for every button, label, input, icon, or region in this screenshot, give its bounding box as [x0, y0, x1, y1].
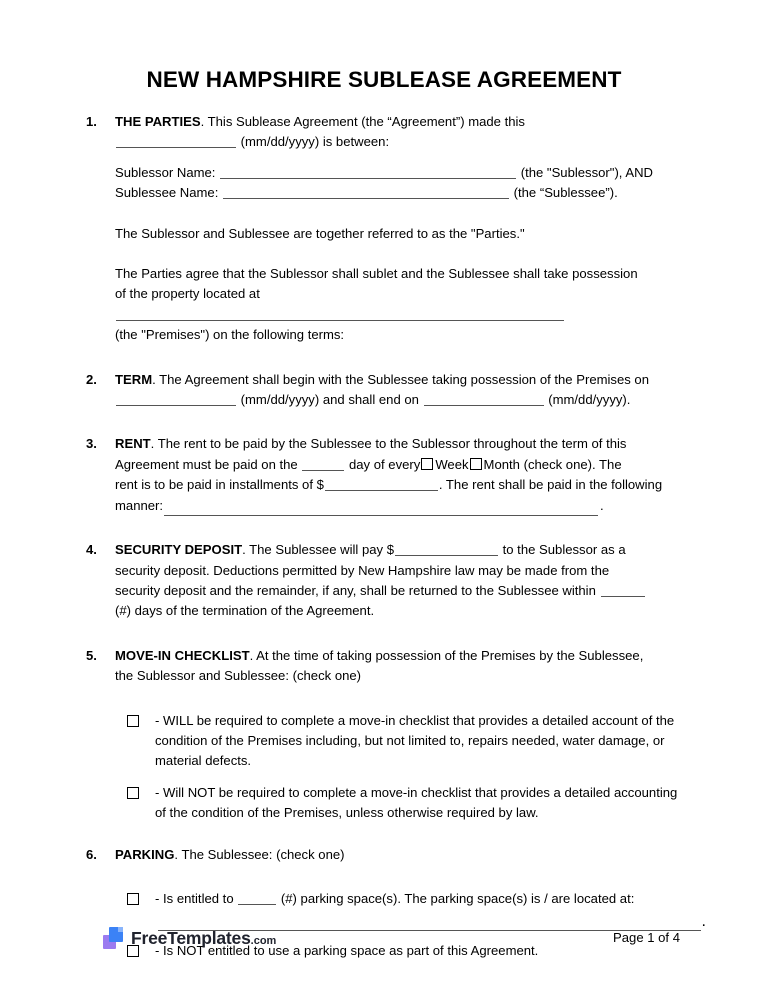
page-footer [0, 925, 768, 965]
clause-number: 4. [86, 542, 97, 558]
parking-entitled-label-b: (#) parking space(s). The parking space(s) is / are located at: [280, 890, 635, 906]
parties-intro [115, 112, 678, 132]
parking-spaces-count-blank[interactable] [238, 891, 276, 905]
term-end-hint: (mm/dd/yyyy). [548, 392, 631, 408]
rent-amount-blank[interactable] [325, 477, 438, 491]
freetemplates-logo-icon [103, 927, 124, 949]
parties-definition: The Sublessor and Sublessee are together referred to as the "Parties." [115, 225, 525, 241]
spacer [0, 530, 768, 540]
clause-heading: MOVE-IN CHECKLIST [115, 647, 250, 663]
sublessor-suffix: (the "Sublessor"), AND [520, 164, 653, 180]
spacer [0, 424, 768, 434]
page-number: Page 1 of 4 [613, 930, 680, 945]
term-line-1 [115, 370, 678, 390]
clause-security-deposit [0, 540, 768, 622]
clause-the-parties [0, 112, 768, 346]
rent-manner-blank[interactable] [164, 502, 598, 516]
spacer [115, 153, 678, 163]
checklist-option-will-not[interactable] [0, 783, 768, 824]
checkbox-rent-month[interactable] [470, 458, 482, 470]
parking-not-entitled-label: - Is NOT entitled to use a parking space as part of this Agreement. [155, 943, 539, 959]
deposit-line-3 [115, 581, 678, 601]
rent-day-label: Agreement must be paid on the [115, 456, 298, 472]
premises-address-label: of the property located at [115, 286, 260, 302]
clause-heading: TERM [115, 371, 153, 387]
checklist-option-will-label: - WILL be required to complete a move-in checklist that provides a detailed account of the condition of the Premises including, but not limited to, repairs needed, water damage, or material defects. [155, 712, 675, 769]
page-title: NEW HAMPSHIRE SUBLEASE AGREEMENT [146, 67, 622, 92]
spacer [115, 244, 678, 264]
rent-installment-suffix: . The rent shall be paid in the following [438, 477, 663, 493]
premises-address-blank[interactable] [116, 307, 564, 321]
parking-text: . The Sublessee: (check one) [174, 846, 345, 862]
brand-name [131, 928, 276, 949]
checkbox-rent-week[interactable] [421, 458, 433, 470]
clause-rent [0, 434, 768, 516]
clause-heading: RENT [115, 436, 151, 452]
spacer [0, 360, 768, 370]
term-start-hint: (mm/dd/yyyy) and shall end on [240, 392, 419, 408]
parking-entitled-label-a: - Is entitled to [155, 890, 234, 906]
rent-month-label: Month [483, 456, 520, 472]
rent-check-one: (check one). The [523, 456, 622, 472]
spacer [0, 879, 768, 889]
spacer [0, 636, 768, 646]
checklist-line-2: the Sublessor and Sublessee: (check one) [115, 668, 362, 684]
rent-week-label: Week [435, 456, 469, 472]
deposit-days-blank[interactable] [601, 583, 645, 597]
spacer [0, 701, 768, 711]
checklist-line-1 [115, 646, 678, 666]
parties-intro-text: . This Sublease Agreement (the “Agreement”) made this [200, 114, 525, 129]
rent-manner-period: . [600, 497, 604, 513]
brand-logo[interactable] [103, 927, 276, 949]
sublessee-suffix: (the “Sublessee”). [513, 185, 618, 201]
agreement-date-blank[interactable] [116, 134, 236, 148]
clause-number: 5. [86, 647, 97, 663]
premises-line-2 [115, 284, 678, 325]
sublessor-name-blank[interactable] [220, 165, 516, 179]
sublessee-name-label: Sublessee Name: [115, 185, 219, 201]
rent-installment-label: rent is to be paid in installments of $ [115, 477, 324, 493]
logo-page-fold [118, 927, 123, 932]
checkbox-checklist-will-not[interactable] [127, 787, 139, 799]
sublessor-name-line [115, 163, 678, 183]
rent-day-blank[interactable] [302, 457, 344, 471]
deposit-return-label: security deposit and the remainder, if any, shall be returned to the Sublessee within [115, 582, 596, 598]
deposit-line-2: security deposit. Deductions permitted by New Hampshire law may be made from the [115, 562, 610, 578]
parking-location-period: . [701, 913, 706, 931]
checklist-text: . At the time of taking possession of the Premises by the Sublessee, [249, 647, 644, 663]
clause-number: 2. [86, 371, 97, 387]
term-end-date-blank[interactable] [424, 392, 544, 406]
sublessor-name-label: Sublessor Name: [115, 164, 216, 180]
term-start-date-blank[interactable] [116, 392, 236, 406]
checklist-option-will[interactable] [0, 711, 768, 772]
premises-line-3: (the "Premises") on the following terms: [115, 327, 345, 343]
parking-option-entitled[interactable] [0, 889, 768, 909]
clause-number: 3. [86, 436, 97, 452]
clause-heading: PARKING [115, 846, 175, 862]
checkbox-parking-entitled[interactable] [127, 893, 139, 905]
rent-line-4 [115, 496, 678, 516]
rent-line-3 [115, 475, 678, 495]
clause-move-in-checklist [0, 646, 768, 687]
parties-date-hint: (mm/dd/yyyy) is between: [240, 134, 390, 150]
checklist-option-will-not-label: - Will NOT be required to complete a move-in checklist that provides a detailed accounting of the condition of the Premises, unless otherwise required by law. [155, 784, 678, 821]
clause-heading: THE PARTIES [115, 114, 201, 129]
deposit-pay-label: . The Sublessee will pay $ [242, 542, 394, 558]
clause-number: 1. [86, 114, 97, 129]
brand-name-text: FreeTemplates [131, 927, 251, 948]
clause-term [0, 370, 768, 411]
rent-line-2 [115, 455, 678, 475]
deposit-amount-blank[interactable] [395, 542, 498, 556]
rent-every-label: day of every [348, 456, 421, 472]
rent-line-1 [115, 434, 678, 454]
term-line-2 [115, 390, 678, 410]
premises-line-1: The Parties agree that the Sublessor shall sublet and the Sublessee shall take possession [115, 266, 638, 282]
clause-parking [0, 845, 768, 865]
spacer [115, 204, 678, 224]
spacer [0, 835, 768, 845]
parties-date-line [115, 132, 678, 152]
term-text: . The Agreement shall begin with the Sublessee taking possession of the Premises on [152, 371, 649, 387]
clause-number: 6. [86, 846, 97, 862]
brand-tld: .com [250, 934, 277, 947]
sublessee-name-line [115, 183, 678, 203]
document-body [0, 112, 768, 973]
clause-heading: SECURITY DEPOSIT [115, 542, 243, 558]
checkbox-checklist-will[interactable] [127, 715, 139, 727]
parking-line-1 [115, 845, 678, 865]
deposit-line-1 [115, 540, 678, 560]
rent-manner-label: manner: [115, 497, 164, 513]
sublessee-name-blank[interactable] [223, 185, 509, 199]
deposit-pay-suffix: to the Sublessor as a [502, 542, 626, 558]
rent-text: . The rent to be paid by the Sublessee to the Sublessor throughout the term of this [150, 436, 627, 452]
deposit-line-4: (#) days of the termination of the Agreement. [115, 603, 375, 619]
